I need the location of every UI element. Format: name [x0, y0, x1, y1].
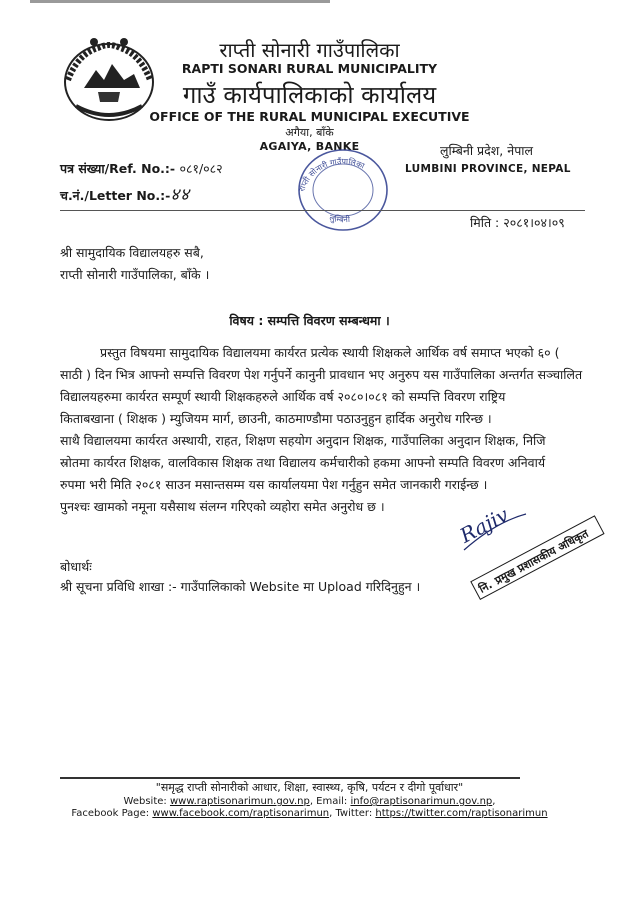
stamp-ring-bottom-text: लुम्बिनी — [328, 213, 351, 225]
signature-scribble: Rajiv — [455, 502, 513, 548]
footer-divider — [60, 777, 520, 779]
body-line-6: स्रोतमा कार्यरत शिक्षक, वालविकास शिक्षक तथा विद्यालय कर्मचारीको हकमा आफ्नो सम्पति विवरण अनिवार्य — [60, 455, 546, 470]
body-line-1: प्रस्तुत विषयमा सामुदायिक विद्यालयमा कार्यरत प्रत्येक स्थायी शिक्षकले आर्थिक वर्ष समाप्त भएको ६० ( — [100, 345, 560, 360]
address-nepali: अगैया, बाँके — [285, 126, 334, 139]
office-name-english: OFFICE OF THE RURAL MUNICIPAL EXECUTIVE — [149, 109, 470, 124]
cc-label: बोधार्थः — [60, 559, 92, 574]
municipality-name-english: RAPTI SONARI RURAL MUNICIPALITY — [181, 61, 438, 76]
reference-number — [60, 160, 223, 177]
office-stamp-icon — [282, 134, 404, 234]
signature-stamp-icon — [455, 492, 606, 596]
designation-text: प्रमुख प्रशासकीय अधिकृत — [492, 526, 591, 588]
body-line-4: किताबखाना ( शिक्षक ) म्युजियम मार्ग, छाउनी, काठमाण्डौमा पठाउनुहुन हार्दिक अनुरोध गरिन्छ । — [60, 411, 492, 426]
footer-social-line — [0, 808, 619, 819]
body-line-2: साठी ) दिन भित्र आफ्नो सम्पत्ति विवरण पेश गर्नुपर्ने कानुनी प्रावधान भए अनुरुप यस गाउँपालिका अन्तर्गत सञ्चालित — [60, 367, 583, 382]
body-line-3: विद्यालयहरुमा कार्यरत सम्पूर्ण स्थायी शिक्षकहरुले आर्थिक वर्ष २०८०।०८१ को सम्पत्ति विवरण राष्ट्रिय — [60, 389, 506, 404]
letter-subject: विषय : सम्पत्ति विवरण सम्बन्धमा । — [229, 313, 390, 328]
email-link[interactable]: info@raptisonarimun.gov.np — [350, 796, 493, 807]
email-end: , — [492, 796, 496, 807]
stamp-ring-top-text: राप्ती सोनारी गाउँपालिका — [297, 156, 366, 193]
website-link[interactable]: www.raptisonarimun.gov.np — [169, 796, 310, 807]
email-label: , Email: — [309, 796, 351, 807]
recipient-line-2: राप्ती सोनारी गाउँपालिका, बाँके । — [60, 267, 210, 282]
letter-date: मिति : २०८१।०४।०९ — [470, 215, 565, 230]
header-divider — [60, 210, 585, 211]
footer-contact-line — [0, 796, 619, 807]
body-line-5: साथै विद्यालयमा कार्यरत अस्थायी, राहत, शिक्षण सहयोग अनुदान शिक्षक, गाउँपालिका अनुदान शिक्षक, निजि — [60, 433, 546, 448]
website-label: Website: — [123, 796, 170, 807]
cc-line: श्री सूचना प्रविधि शाखा :- गाउँपालिकाको Website मा Upload गरिदिनुहुन । — [60, 579, 421, 594]
svg-text:लुम्बिनी — [328, 213, 351, 224]
letter-value-handwritten: ४४ — [170, 185, 190, 205]
body-line-7: रुपमा भरी मिति २०८१ साउन मसान्तसम्म यस कार्यालयमा पेश गर्नुहुन समेत जानकारी गराईन्छ । — [60, 477, 488, 492]
province-nepali: लुम्बिनी प्रदेश, नेपाल — [440, 143, 534, 158]
office-name-nepali: गाउँ कार्यपालिकाको कार्यालय — [182, 81, 437, 109]
twitter-label: , Twitter: — [329, 808, 376, 819]
facebook-link[interactable]: www.facebook.com/raptisonarimun — [152, 808, 330, 819]
address-english: AGAIYA, BANKE — [259, 140, 360, 153]
letter-number — [60, 182, 190, 205]
province-english: LUMBINI PROVINCE, NEPAL — [405, 163, 571, 175]
municipality-name-nepali: राप्ती सोनारी गाउँपालिका — [219, 38, 400, 62]
ref-label: पत्र संख्या/Ref. No.:- — [60, 161, 180, 176]
body-line-8: पुनश्चः खामको नमूना यसैसाथ संलग्न गरिएको व्यहोरा समेत अनुरोध छ । — [60, 499, 385, 514]
facebook-label: Facebook Page: — [71, 808, 153, 819]
footer-motto: "समृद्ध राप्ती सोनारीको आधार, शिक्षा, स्वास्थ्य, कृषि, पर्यटन र दीगो पूर्वाधार" — [155, 781, 464, 794]
recipient-line-1: श्री सामुदायिक विद्यालयहरु सबै, — [60, 245, 204, 260]
scan-top-edge — [30, 0, 330, 3]
ref-value: ०८१/०८२ — [179, 161, 223, 176]
svg-text:राप्ती सोनारी गाउँपालिका — [297, 156, 366, 193]
letter-label: च.नं./Letter No.:- — [60, 188, 171, 203]
twitter-link[interactable]: https://twitter.com/raptisonarimun — [375, 808, 548, 819]
designation-prefix: नि. — [476, 578, 495, 596]
